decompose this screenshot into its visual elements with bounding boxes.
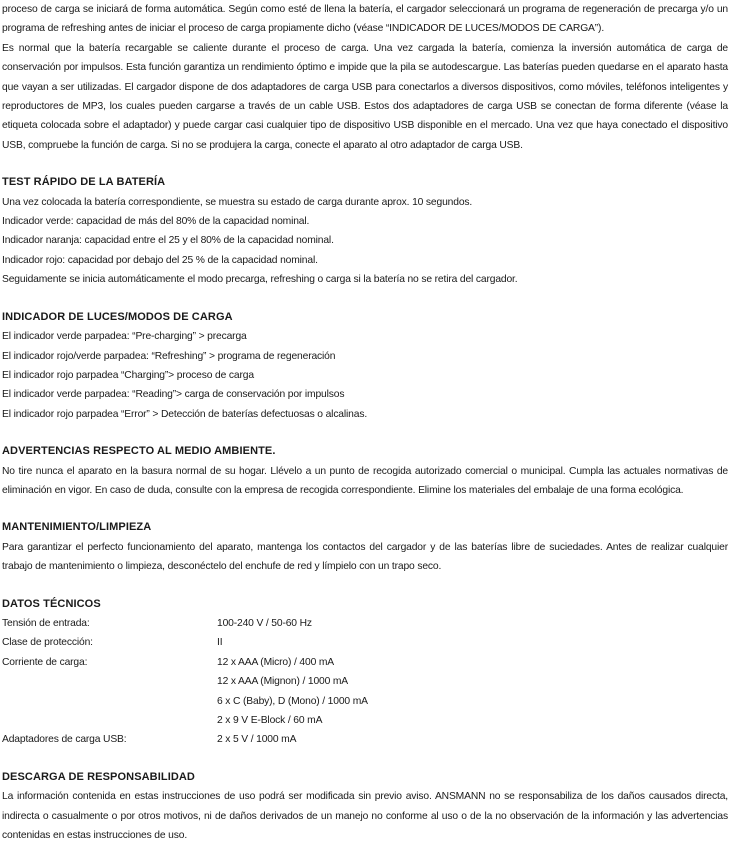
disclaimer-section	[2, 768, 728, 845]
text-line: El indicador verde parpadea: “Reading”> carga de conservación por impulsos	[2, 389, 345, 401]
section-heading: INDICADOR DE LUCES/MODOS DE CARGA	[2, 310, 233, 323]
section-heading: DESCARGA DE RESPONSABILIDAD	[2, 770, 195, 783]
section-paragraph: No tire nunca el aparato en la basura normal de su hogar. Llévelo a un punto de recogida autorizado comercial o municipal. Cumpla las actuales normativas de eliminación en vigor. En caso de duda, consulte con la empresa de recogida correspondiente. Elimine los materiales del embalaje de una forma ecológica.	[2, 465, 728, 496]
text-line: Indicador naranja: capacidad entre el 25 y el 80% de la capacidad nominal.	[2, 235, 334, 247]
text-line: Seguidamente se inicia automáticamente el modo precarga, refreshing o carga si la batería no se retira del cargador.	[2, 274, 518, 286]
text-line: Una vez colocada la batería correspondiente, se muestra su estado de carga durante aprox. 10 segundos.	[2, 196, 473, 208]
spec-label	[2, 692, 217, 711]
spec-label: Tensión de entrada:	[2, 617, 90, 629]
battery-test-section	[2, 173, 728, 289]
spec-label: Adaptadores de carga USB:	[2, 734, 127, 746]
section-heading: TEST RÁPIDO DE LA BATERÍA	[2, 176, 166, 189]
text-line: El indicador verde parpadea: “Pre-charging” > precarga	[2, 331, 247, 343]
spec-value: 2 x 5 V / 1000 mA	[217, 734, 297, 746]
spec-label	[2, 672, 217, 691]
intro-paragraph-2: Es normal que la batería recargable se caliente durante el proceso de carga. Una vez cargada la batería, comienza la inversión automática de carga de conservación por impulsos. Esta función garantiza un rendimiento óptimo e impide que la pila se autodescargue. Las baterías pueden quedarse en el aparato hasta que vayan a ser utilizadas. El cargador dispone de dos adaptadores de carga USB para conectarlos a diversos dispositivos, como móviles, teléfonos inteligentes y reproductores de MP3, los cuales pueden cargarse a través de un cable USB. Estos dos adaptadores de carga USB se conectan de forma diferente (véase la etiqueta colocada sobre el adaptador) y puede cargar casi cualquier tipo de dispositivo USB disponible en el mercado. Una vez que haya conectado el dispositivo USB, compruebe la función de carga. Si no se produjera la carga, conecte el aparato al otro adaptador de carga USB.	[2, 42, 728, 151]
spec-label	[2, 711, 217, 730]
spec-label: Corriente de carga:	[2, 656, 88, 668]
spec-value: 12 x AAA (Micro) / 400 mA	[217, 656, 334, 668]
section-paragraph: La información contenida en estas instrucciones de uso podrá ser modificada sin previo aviso. ANSMANN no se responsabiliza de los daños causados directa, indirecta o casualmente o por otros motivos, ni de daños derivados de un manejo no conforme al uso o de la no observación de la información y las advertencias contenidas en estas instrucciones de uso.	[2, 791, 728, 842]
spec-value: 2 x 9 V E-Block / 60 mA	[217, 715, 323, 726]
section-paragraph: Para garantizar el perfecto funcionamiento del aparato, mantenga los contactos del cargador y de las baterías libre de suciedades. Antes de realizar cualquier trabajo de mantenimiento o limpieza, desconéctelo del enchufe de red y límpielo con un trapo seco.	[2, 541, 728, 573]
section-heading: ADVERTENCIAS RESPECTO AL MEDIO AMBIENTE.	[2, 445, 276, 458]
spec-label: Clase de protección:	[2, 637, 93, 649]
specs-table	[2, 614, 728, 750]
indicator-section	[2, 308, 728, 424]
text-line: El indicador rojo parpadea “Charging”> proceso de carga	[2, 369, 254, 381]
text-line: Indicador verde: capacidad de más del 80% de la capacidad nominal.	[2, 216, 310, 228]
environment-section	[2, 442, 728, 500]
spec-value: 6 x C (Baby), D (Mono) / 1000 mA	[217, 695, 368, 707]
intro-section	[2, 0, 728, 155]
text-line: Indicador rojo: capacidad por debajo del 25 % de la capacidad nominal.	[2, 254, 318, 266]
technical-data-section	[2, 595, 728, 750]
maintenance-section	[2, 518, 728, 576]
intro-paragraph: proceso de carga se iniciará de forma automática. Según como esté de llena la batería, el cargador seleccionará un programa de regeneración de precarga y/o un programa de refreshing antes de iniciar el proceso de carga propiamente dicho (véase “INDICADOR DE LUCES/MODOS DE CARGA”).	[2, 4, 728, 35]
section-heading: DATOS TÉCNICOS	[2, 597, 101, 610]
text-line: El indicador rojo parpadea “Error” > Detección de baterías defectuosas o alcalinas.	[2, 408, 368, 420]
text-line: El indicador rojo/verde parpadea: “Refreshing” > programa de regeneración	[2, 350, 336, 362]
spec-value: 100-240 V / 50-60 Hz	[217, 617, 312, 629]
spec-value: 12 x AAA (Mignon) / 1000 mA	[217, 676, 349, 688]
spec-value: II	[217, 637, 223, 649]
section-heading: MANTENIMIENTO/LIMPIEZA	[2, 521, 152, 534]
